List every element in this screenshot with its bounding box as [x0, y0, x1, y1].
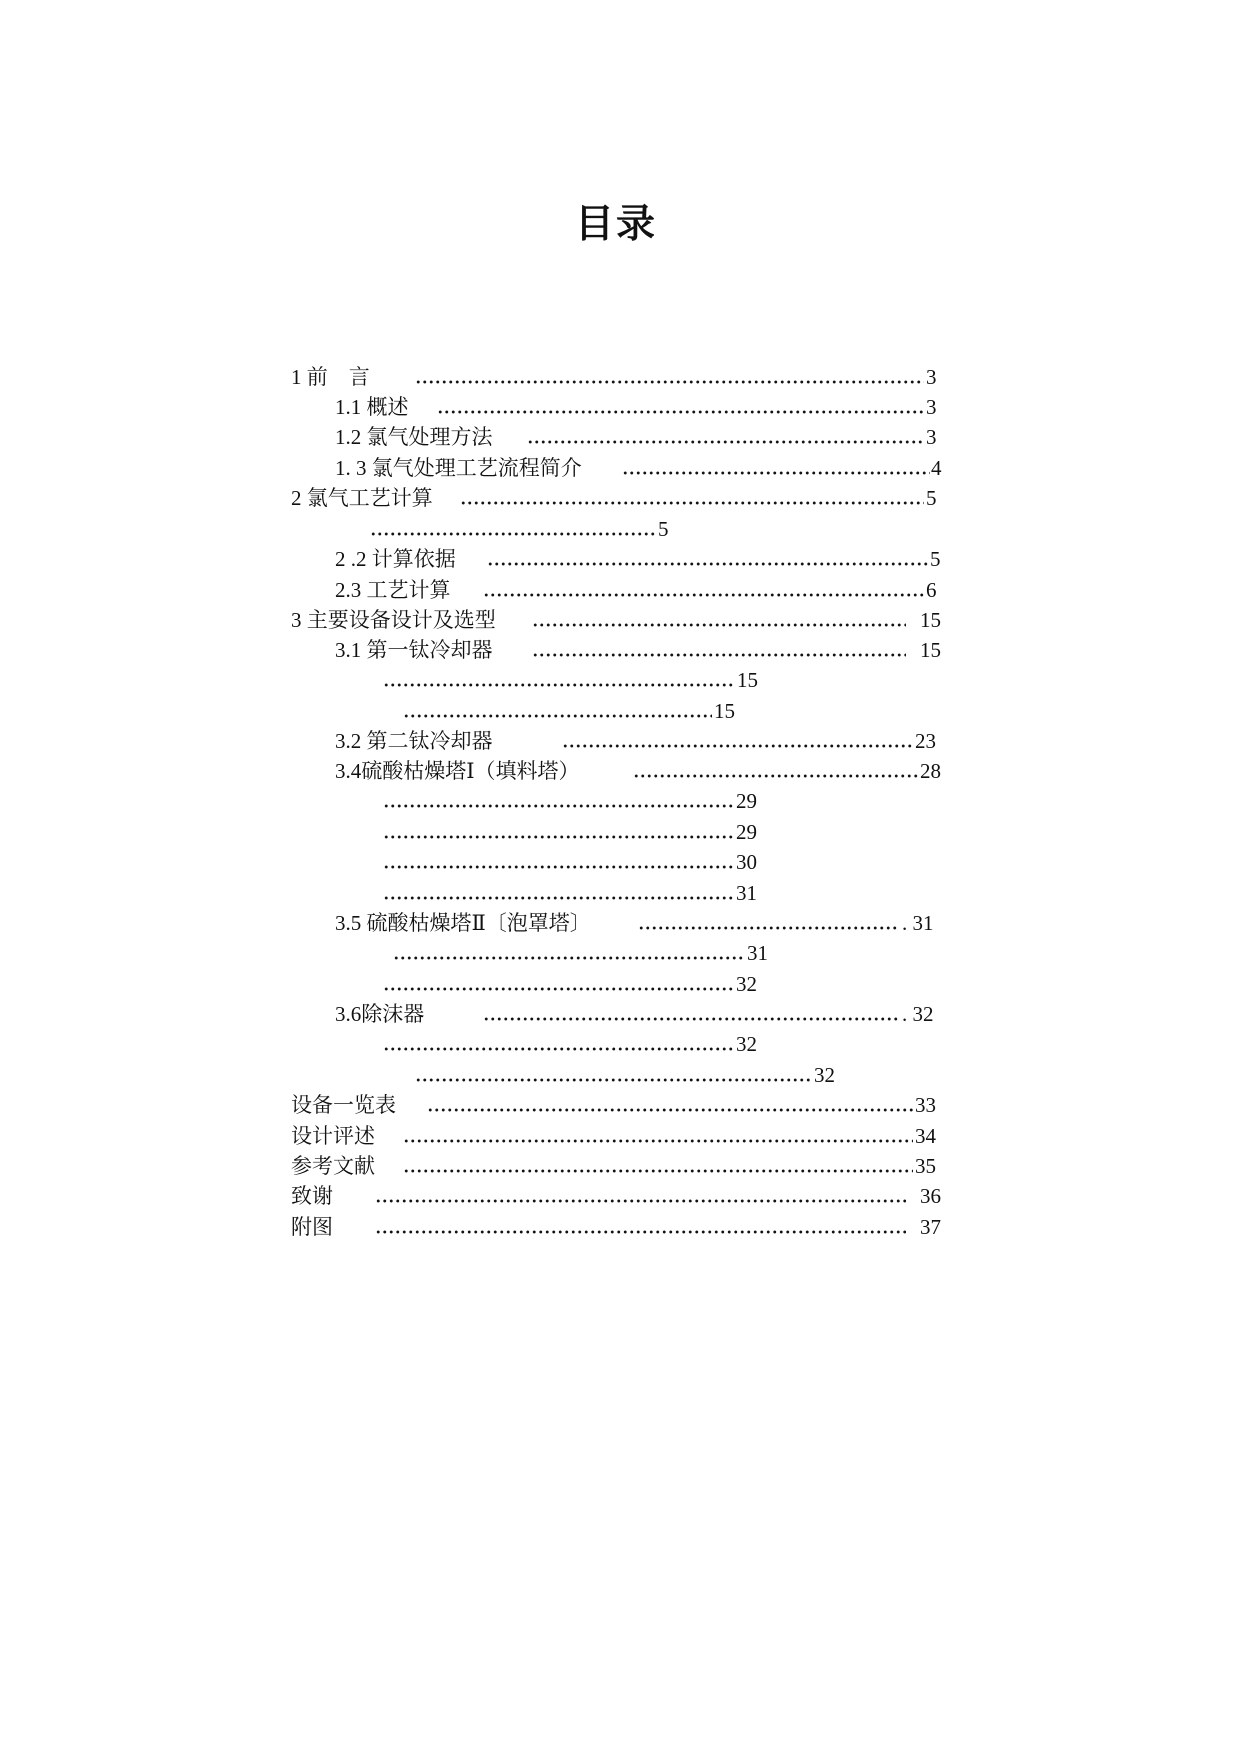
dot-leader — [370, 532, 656, 536]
toc-entry — [0, 1153, 1241, 1179]
toc-entry — [0, 849, 1241, 875]
dot-leader — [383, 1047, 733, 1051]
dot-leader — [527, 440, 924, 444]
toc-entry-label: 1.2 氯气处理方法 — [335, 425, 493, 449]
dot-leader — [415, 1078, 812, 1082]
dot-leader — [483, 593, 924, 597]
toc-page-number: 31 — [736, 881, 757, 905]
toc-entry — [0, 758, 1241, 784]
toc-page-number: 15 — [714, 699, 735, 723]
toc-entry — [0, 546, 1241, 572]
toc-page-number: 35 — [915, 1154, 936, 1178]
dot-leader — [383, 896, 733, 900]
dot-leader — [383, 683, 735, 687]
toc-page-number: 32 — [814, 1063, 835, 1087]
toc-page-number: 5 — [930, 547, 941, 571]
toc-entry — [0, 1183, 1241, 1209]
toc-entry — [0, 1214, 1241, 1240]
dot-leader — [403, 714, 712, 718]
toc-page-number: 3 — [926, 365, 937, 389]
toc-entry — [0, 1031, 1241, 1057]
toc-entry — [0, 1092, 1241, 1118]
dot-leader — [437, 410, 924, 414]
toc-entry — [0, 880, 1241, 906]
dot-leader — [383, 835, 733, 839]
toc-entry — [0, 516, 1241, 542]
toc-page-number: 33 — [915, 1093, 936, 1117]
dot-leader — [403, 1169, 913, 1173]
toc-entry-label: 3.6除沫器 — [335, 1002, 425, 1026]
toc-entry — [0, 1123, 1241, 1149]
toc-entry — [0, 485, 1241, 511]
toc-entry-label: 设计评述 — [291, 1124, 375, 1148]
toc-page-number: . 32 — [902, 1002, 934, 1026]
toc-entry — [0, 667, 1241, 693]
toc-entry-label: 3.1 第一钛冷却器 — [335, 638, 493, 662]
toc-entry — [0, 728, 1241, 754]
toc-entry — [0, 910, 1241, 936]
toc-page-number: 23 — [915, 729, 936, 753]
toc-page-number: 36 — [920, 1184, 941, 1208]
dot-leader — [383, 804, 733, 808]
toc-entry-label: 3.4硫酸枯燥塔Ⅰ（填料塔） — [335, 759, 580, 783]
dot-leader — [483, 1017, 898, 1021]
toc-page-number: 34 — [915, 1124, 936, 1148]
toc-page-number: 31 — [747, 941, 768, 965]
toc-entry-label: 2 氯气工艺计算 — [291, 486, 433, 510]
dot-leader — [393, 956, 745, 960]
toc-page-number: 29 — [736, 820, 757, 844]
toc-entry-label: 致谢 — [291, 1184, 333, 1208]
toc-entry-label: 参考文献 — [291, 1154, 375, 1178]
toc-entry — [0, 698, 1241, 724]
toc-page-number: 37 — [920, 1215, 941, 1239]
dot-leader — [375, 1199, 906, 1203]
toc-entry — [0, 637, 1241, 663]
toc-entry — [0, 940, 1241, 966]
toc-entry — [0, 788, 1241, 814]
dot-leader — [415, 380, 924, 384]
dot-leader — [638, 926, 898, 930]
dot-leader — [532, 623, 906, 627]
toc-page-number: 15 — [737, 668, 758, 692]
toc-page-number: 30 — [736, 850, 757, 874]
toc-entry — [0, 394, 1241, 420]
toc-page-number: 32 — [736, 1032, 757, 1056]
toc-entry — [0, 971, 1241, 997]
toc-entry-label: 3.5 硫酸枯燥塔Ⅱ〔泡罩塔〕 — [335, 911, 591, 935]
toc-page-number: 5 — [926, 486, 937, 510]
page-title: 目录 — [574, 202, 657, 247]
dot-leader — [562, 744, 913, 748]
toc-page-number: . 31 — [902, 911, 934, 935]
toc-page-number: 32 — [736, 972, 757, 996]
toc-page-number: 5 — [658, 517, 669, 541]
dot-leader — [375, 1230, 906, 1234]
toc-entry-label: 3.2 第二钛冷却器 — [335, 729, 493, 753]
toc-entry-label: 附图 — [291, 1215, 333, 1239]
toc-entry — [0, 819, 1241, 845]
toc-page-number: 3 — [926, 425, 937, 449]
toc-page-number: 6 — [926, 578, 937, 602]
toc-entry — [0, 424, 1241, 450]
toc-page-number: 29 — [736, 789, 757, 813]
toc-entry — [0, 577, 1241, 603]
toc-page-number: 15 — [920, 608, 941, 632]
toc-entry — [0, 364, 1241, 390]
dot-leader — [403, 1139, 913, 1143]
toc-page-number: 28 — [920, 759, 941, 783]
toc-entry — [0, 1062, 1241, 1088]
toc-page-number: 4 — [931, 456, 942, 480]
toc-page-number: 3 — [926, 395, 937, 419]
toc-entry-label: 设备一览表 — [291, 1093, 396, 1117]
dot-leader — [487, 562, 928, 566]
toc-entry-label: 2.3 工艺计算 — [335, 578, 451, 602]
dot-leader — [622, 471, 930, 475]
dot-leader — [460, 501, 924, 505]
dot-leader — [532, 653, 906, 657]
dot-leader — [383, 865, 733, 869]
toc-entry-label: 1. 3 氯气处理工艺流程简介 — [335, 456, 582, 480]
toc-entry — [0, 607, 1241, 633]
toc-entry-label: 1 前 言 — [291, 365, 370, 389]
toc-entry — [0, 1001, 1241, 1027]
toc-entry-label: 3 主要设备设计及选型 — [291, 608, 496, 632]
toc-entry — [0, 455, 1241, 481]
toc-page-number: 15 — [920, 638, 941, 662]
dot-leader — [427, 1108, 913, 1112]
dot-leader — [383, 987, 733, 991]
toc-entry-label: 1.1 概述 — [335, 395, 409, 419]
toc-entry-label: 2 .2 计算依据 — [335, 547, 456, 571]
dot-leader — [633, 774, 918, 778]
